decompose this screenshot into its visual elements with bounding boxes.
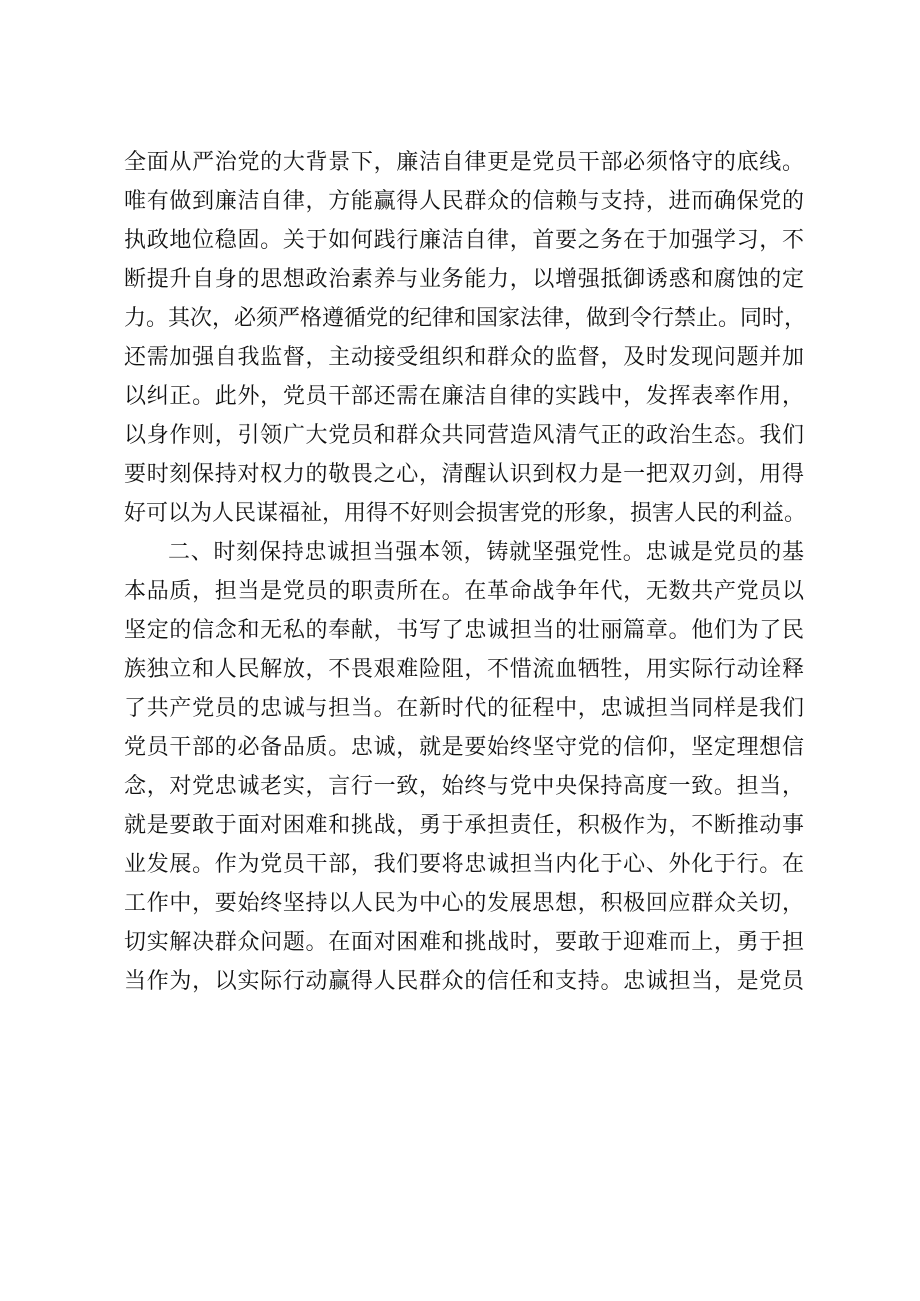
text-line: 工作中，要始终坚持以人民为中心的发展思想，积极回应群众关切， — [124, 891, 804, 916]
body-text — [124, 143, 807, 1001]
text-line: 党员干部的必备品质。忠诚，就是要始终坚守党的信仰，坚定理想信 — [124, 735, 804, 760]
text-line: 全面从严治党的大背景下，廉洁自律更是党员干部必须恪守的底线。 — [124, 150, 804, 175]
text-line: 断提升自身的思想政治素养与业务能力，以增强抵御诱惑和腐蚀的定 — [124, 267, 804, 292]
text-line: 以纠正。此外，党员干部还需在廉洁自律的实践中，发挥表率作用， — [124, 384, 804, 409]
text-line: 就是要敢于面对困难和挑战，勇于承担责任，积极作为，不断推动事 — [124, 813, 804, 838]
text-line: 坚定的信念和无私的奉献，书写了忠诚担当的壮丽篇章。他们为了民 — [124, 618, 804, 643]
text-line: 念，对党忠诚老实，言行一致，始终与党中央保持高度一致。担当， — [124, 774, 804, 799]
paragraph-end-line: 好可以为人民谋福祉，用得不好则会损害党的形象，损害人民的利益。 — [124, 501, 807, 526]
section-heading-line: 二、时刻保持忠诚担当强本领，铸就坚强党性。忠诚是党员的基 — [168, 540, 804, 565]
text-line: 力。其次，必须严格遵循党的纪律和国家法律，做到令行禁止。同时， — [124, 306, 807, 331]
text-line: 业发展。作为党员干部，我们要将忠诚担当内化于心、外化于行。在 — [124, 852, 804, 877]
text-line: 以身作则，引领广大党员和群众共同营造风清气正的政治生态。我们 — [124, 423, 804, 448]
text-line: 执政地位稳固。关于如何践行廉洁自律，首要之务在于加强学习，不 — [124, 228, 804, 253]
text-line: 了共产党员的忠诚与担当。在新时代的征程中，忠诚担当同样是我们 — [124, 696, 804, 721]
text-line: 本品质，担当是党员的职责所在。在革命战争年代，无数共产党员以 — [124, 579, 804, 604]
text-line: 族独立和人民解放，不畏艰难险阻，不惜流血牺牲，用实际行动诠释 — [124, 657, 804, 682]
text-line: 要时刻保持对权力的敬畏之心，清醒认识到权力是一把双刃剑，用得 — [124, 462, 804, 487]
text-line: 还需加强自我监督，主动接受组织和群众的监督，及时发现问题并加 — [124, 345, 804, 370]
text-line: 切实解决群众问题。在面对困难和挑战时，要敢于迎难而上，勇于担 — [124, 930, 804, 955]
text-line: 唯有做到廉洁自律，方能赢得人民群众的信赖与支持，进而确保党的 — [124, 189, 804, 214]
text-line: 当作为，以实际行动赢得人民群众的信任和支持。忠诚担当，是党员 — [124, 969, 804, 994]
